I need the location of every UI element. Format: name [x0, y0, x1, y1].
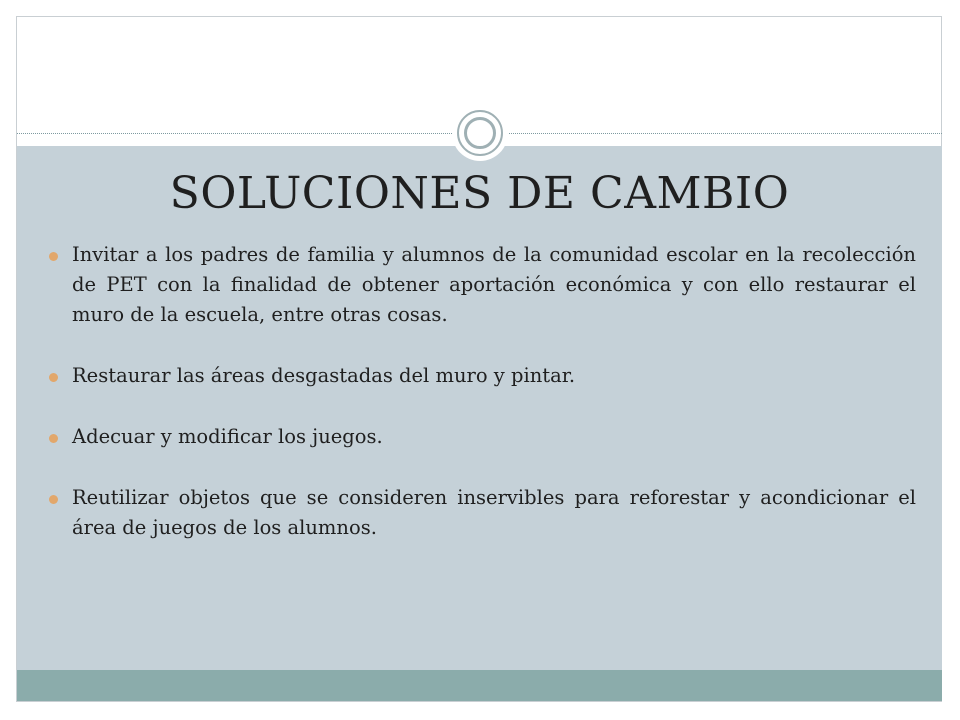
double-ring-circle-icon: [452, 105, 508, 161]
footer-band: [17, 670, 942, 701]
ornament-inner-ring: [464, 117, 496, 149]
bullet-item: [48, 422, 916, 452]
bullet-text: Invitar a los padres de familia y alumnos de la comunidad escolar en la recolección de PET con la finalidad de obtener aportación económica y con ello restaurar el muro de la escuela, entre otras cosas.: [72, 243, 916, 326]
round-bullet-icon: [49, 495, 58, 504]
bullet-text: Restaurar las áreas desgastadas del muro y pintar.: [72, 364, 576, 387]
round-bullet-icon: [49, 373, 58, 382]
round-bullet-icon: [49, 252, 58, 261]
round-bullet-icon: [49, 434, 58, 443]
bullet-item: [48, 240, 916, 330]
ornament-outer-ring: [457, 110, 503, 156]
bullet-text: Adecuar y modificar los juegos.: [72, 425, 383, 448]
bullet-text: Reutilizar objetos que se consideren inservibles para reforestar y acondicionar el área de juegos de los alumnos.: [72, 486, 916, 539]
slide-title: SOLUCIONES DE CAMBIO: [169, 168, 790, 219]
bullet-item: [48, 361, 916, 391]
bullet-item: [48, 483, 916, 543]
bullet-list: [48, 240, 916, 574]
